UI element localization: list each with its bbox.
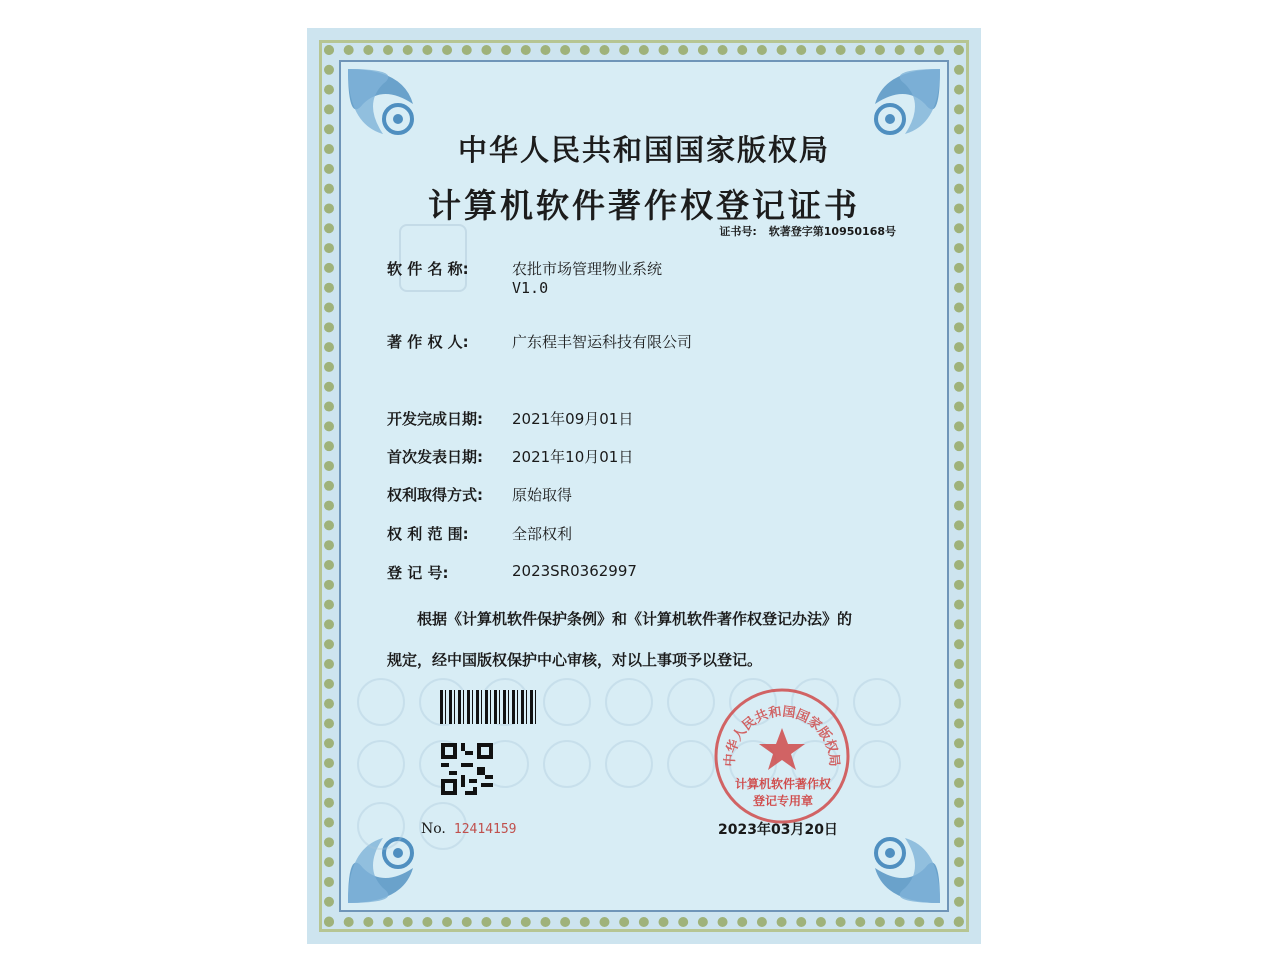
field-label: 权利取得方式: — [387, 486, 483, 504]
field-label: 著 作 权 人: — [387, 333, 469, 351]
issue-date: 2023年03月20日 — [718, 822, 838, 838]
field-label: 首次发表日期: — [387, 448, 483, 466]
field-software-name — [387, 258, 662, 297]
seal-line-1: 计算机软件著作权 — [734, 777, 831, 791]
field-value-version: V1.0 — [512, 279, 549, 297]
certificate-number-value: 软著登字第10950168号 — [768, 225, 896, 238]
certificate-title: 计算机软件著作权登记证书 — [428, 186, 860, 225]
serial-number — [421, 821, 517, 837]
statement-line-1: 根据《计算机软件保护条例》和《计算机软件著作权登记办法》的 — [417, 610, 853, 628]
serial-value: 12414159 — [453, 822, 517, 837]
field-dev-date — [387, 408, 633, 429]
seal-ring-text: 中华人民共和国国家版权局 — [722, 704, 842, 768]
barcode — [440, 690, 536, 724]
field-value: 2023SR0362997 — [512, 562, 637, 580]
field-label: 登 记 号: — [387, 564, 449, 582]
field-value: 农批市场管理物业系统 — [512, 260, 663, 278]
field-value: 2021年10月01日 — [512, 448, 634, 466]
field-value: 原始取得 — [512, 486, 573, 504]
field-value: 2021年09月01日 — [512, 410, 634, 428]
field-publish-date — [387, 446, 633, 467]
seal-line-2: 登记专用章 — [752, 794, 813, 808]
qr-code — [441, 743, 493, 795]
field-scope — [387, 523, 572, 544]
field-label: 软 件 名 称: — [387, 260, 469, 278]
field-label: 开发完成日期: — [387, 410, 483, 428]
certificate-number-label: 证书号: — [719, 225, 757, 238]
field-value: 广东程丰智运科技有限公司 — [512, 333, 693, 351]
certificate — [307, 28, 981, 944]
field-registration-number — [387, 562, 637, 583]
seal-text — [719, 776, 847, 810]
field-label: 权 利 范 围: — [387, 525, 469, 543]
field-copyright-owner — [387, 331, 692, 352]
serial-prefix: No. — [421, 821, 446, 837]
field-value: 全部权利 — [512, 525, 573, 543]
certificate-number — [719, 223, 896, 239]
field-acquisition — [387, 484, 572, 505]
statement-line-2: 规定，经中国版权保护中心审核，对以上事项予以登记。 — [387, 651, 763, 669]
authority-title: 中华人民共和国国家版权局 — [457, 133, 830, 167]
